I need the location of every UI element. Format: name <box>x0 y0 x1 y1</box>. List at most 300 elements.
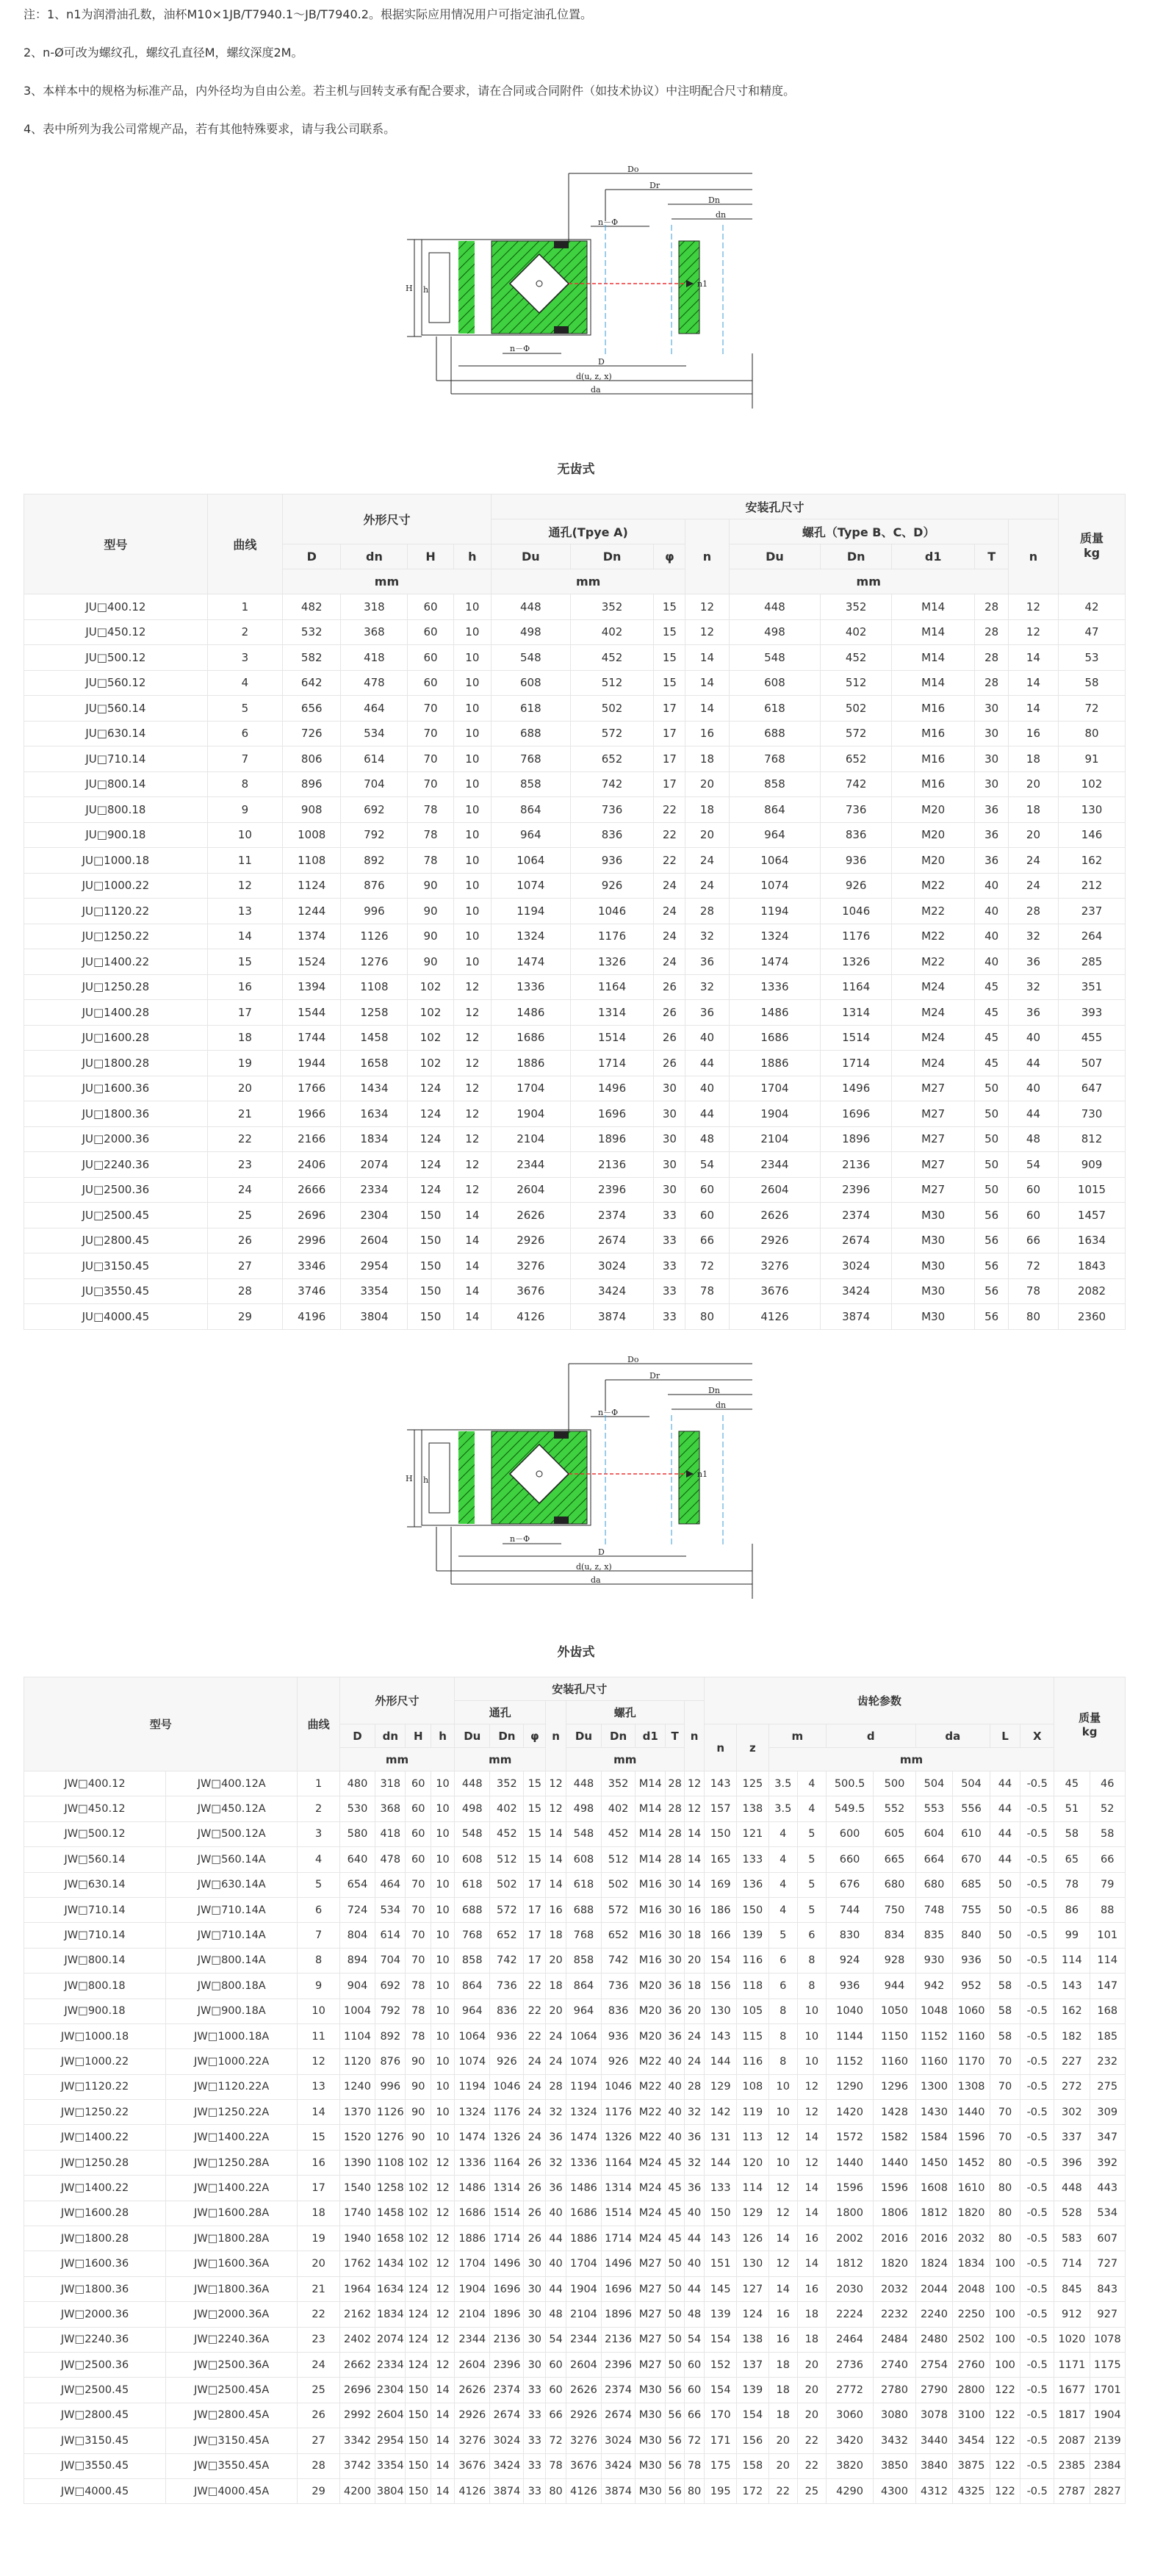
table-cell: 44 <box>990 1771 1020 1796</box>
table-cell: 836 <box>570 822 654 848</box>
th-Du-thread: Du <box>729 544 821 569</box>
table-cell: 70 <box>990 2100 1020 2125</box>
table-cell: 504 <box>953 1771 990 1796</box>
table-cell: 548 <box>566 1821 601 1846</box>
table-cell: 12 <box>453 1152 491 1178</box>
table-cell: 1440 <box>826 2150 873 2175</box>
table-cell: 175 <box>705 2453 737 2478</box>
table-cell: 18 <box>768 2403 797 2428</box>
table-cell: M30 <box>891 1253 975 1279</box>
table-cell: 44 <box>1008 1051 1058 1076</box>
table-cell: 2790 <box>915 2378 953 2403</box>
th2-mount-holes: 安装孔尺寸 <box>455 1677 705 1701</box>
table-cell: 1524 <box>283 949 341 975</box>
table-cell: 12 <box>431 2302 454 2327</box>
table-cell: 12 <box>797 2074 826 2099</box>
table-cell: 4 <box>797 1771 826 1796</box>
table-cell: 60 <box>685 1203 729 1228</box>
table-cell: 736 <box>490 1974 524 1998</box>
table-cell: 78 <box>406 1974 431 1998</box>
table-cell: 680 <box>915 1872 953 1897</box>
table-cell: 133 <box>737 1847 769 1872</box>
table-cell: -0.5 <box>1020 2226 1054 2251</box>
table-cell: 2787 <box>1054 2478 1090 2503</box>
table-cell: 12 <box>453 1000 491 1026</box>
table-cell: 80 <box>990 2226 1020 2251</box>
table-cell: 33 <box>524 2378 546 2403</box>
table-cell: 40 <box>546 2201 566 2226</box>
table-cell: 90 <box>408 873 453 899</box>
table-cell: 14 <box>768 2276 797 2301</box>
table-cell: 1074 <box>566 2049 601 2074</box>
table-cell: 150 <box>408 1253 453 1279</box>
table-cell: 50 <box>990 1948 1020 1973</box>
table-cell: 352 <box>570 594 654 620</box>
table-cell: 20 <box>797 2403 826 2428</box>
table-cell: 32 <box>1008 924 1058 949</box>
table-cell: JW□1000.18A <box>166 2023 298 2048</box>
table-cell: 28 <box>685 899 729 924</box>
table-cell: 124 <box>408 1126 453 1152</box>
table-cell: 2032 <box>953 2226 990 2251</box>
table-cell: 18 <box>207 1025 282 1051</box>
table-cell: -0.5 <box>1020 2125 1054 2150</box>
table-cell: 2344 <box>455 2327 490 2352</box>
table-cell: 1108 <box>341 974 408 1000</box>
th2-unit-outer: mm <box>339 1748 454 1771</box>
table-cell: 730 <box>1059 1101 1126 1127</box>
table-cell: 309 <box>1090 2100 1125 2125</box>
label2-D: D <box>598 1547 605 1557</box>
table-cell: JW□400.12A <box>166 1771 298 1796</box>
table-cell: 936 <box>490 2023 524 2048</box>
table-cell: 15 <box>524 1796 546 1821</box>
table-cell: JW□1600.28 <box>24 2201 166 2226</box>
table-cell: 32 <box>1008 974 1058 1000</box>
table-cell: -0.5 <box>1020 1771 1054 1796</box>
table-cell: M24 <box>891 1025 975 1051</box>
table-cell: M24 <box>636 2226 666 2251</box>
spec-table-no-gear-body <box>24 594 1126 1330</box>
table-cell: 2396 <box>490 2352 524 2377</box>
table-row <box>24 1304 1126 1330</box>
table-cell: 532 <box>283 619 341 645</box>
table-cell: 53 <box>1059 645 1126 671</box>
table-cell: 3276 <box>729 1253 821 1279</box>
table-cell: 29 <box>298 2478 339 2503</box>
table-cell: 1164 <box>490 2150 524 2175</box>
table-cell: 44 <box>990 1821 1020 1846</box>
table-cell: 124 <box>408 1152 453 1178</box>
table-cell: 580 <box>339 1821 375 1846</box>
table-cell: JU□2500.45 <box>24 1203 208 1228</box>
label2-dn: dn <box>716 1400 727 1410</box>
table-cell: 3424 <box>490 2453 524 2478</box>
table-cell: 6 <box>797 1923 826 1948</box>
table-cell: 936 <box>826 1974 873 1998</box>
table-cell: 40 <box>975 899 1008 924</box>
table-cell: 3424 <box>821 1278 892 1304</box>
table-cell: 3804 <box>341 1304 408 1330</box>
table-cell: 534 <box>375 1897 406 1922</box>
table-cell: 2396 <box>821 1177 892 1203</box>
table-cell: 10 <box>207 822 282 848</box>
table-cell: 1904 <box>491 1101 570 1127</box>
table-cell: 1374 <box>283 924 341 949</box>
th-D: D <box>283 544 341 569</box>
spec-table-no-gear <box>24 494 1126 1330</box>
table-cell: 15 <box>524 1771 546 1796</box>
table-cell: 66 <box>1008 1228 1058 1253</box>
table-cell: 608 <box>455 1847 490 1872</box>
table-cell: M30 <box>636 2403 666 2428</box>
table-cell: 2926 <box>491 1228 570 1253</box>
table-cell: 402 <box>490 1796 524 1821</box>
table-cell: 54 <box>684 2327 705 2352</box>
table-cell: 10 <box>453 771 491 797</box>
table-cell: 548 <box>491 645 570 671</box>
table-cell: 22 <box>524 2023 546 2048</box>
table-cell: 504 <box>915 1771 953 1796</box>
table-cell: 1904 <box>729 1101 821 1127</box>
th2-mass <box>1054 1677 1126 1771</box>
table-cell: 102 <box>1059 771 1126 797</box>
table-cell: 25 <box>797 2478 826 2503</box>
table-cell: 88 <box>1090 1897 1125 1922</box>
table-cell: M30 <box>891 1304 975 1330</box>
table-cell: 2 <box>298 1796 339 1821</box>
table-cell: 1040 <box>826 1998 873 2023</box>
note-4: 4、表中所列为我公司常规产品，若有其他特殊要求，请与我公司联系。 <box>24 122 396 136</box>
table-cell: M22 <box>891 924 975 949</box>
table-cell: 32 <box>546 2150 566 2175</box>
table-cell: 1144 <box>826 2023 873 2048</box>
table-cell: 2032 <box>874 2276 915 2301</box>
table-cell: JU□560.14 <box>24 696 208 722</box>
table-cell: 742 <box>821 771 892 797</box>
table-cell: 10 <box>797 2049 826 2074</box>
table-cell: 150 <box>408 1203 453 1228</box>
table-cell: 926 <box>490 2049 524 2074</box>
table-cell: 152 <box>705 2352 737 2377</box>
table-cell: 2374 <box>570 1203 654 1228</box>
table-cell: 23 <box>207 1152 282 1178</box>
table-cell: 4196 <box>283 1304 341 1330</box>
table-cell: JU□400.12 <box>24 594 208 620</box>
table-cell: 1582 <box>874 2125 915 2150</box>
table-cell: 3875 <box>953 2453 990 2478</box>
table-cell: 10 <box>298 1998 339 2023</box>
table-cell: 3420 <box>826 2428 873 2453</box>
table-cell: 368 <box>341 619 408 645</box>
table-cell: 28 <box>684 2074 705 2099</box>
table-cell: 102 <box>408 1000 453 1026</box>
table-cell: 1486 <box>491 1000 570 1026</box>
table-cell: 78 <box>1008 1278 1058 1304</box>
table-cell: 78 <box>684 2453 705 2478</box>
table-cell: 24 <box>546 2023 566 2048</box>
table-cell: 20 <box>546 1948 566 1973</box>
table-cell: 1060 <box>953 1998 990 2023</box>
table-cell: 2464 <box>826 2327 873 2352</box>
th-unit-thread: mm <box>729 569 1008 594</box>
table-cell: M30 <box>891 1203 975 1228</box>
table-cell: 500.5 <box>826 1771 873 1796</box>
table-cell: JW□4000.45 <box>24 2478 166 2503</box>
table-cell: 1886 <box>455 2226 490 2251</box>
table-cell: 15 <box>654 670 685 696</box>
label-Do: Do <box>627 166 639 174</box>
table-cell: JU□1400.22 <box>24 949 208 975</box>
table-cell: 352 <box>490 1771 524 1796</box>
table-cell: 70 <box>990 2074 1020 2099</box>
table-cell: 2104 <box>455 2302 490 2327</box>
table-cell: 40 <box>975 949 1008 975</box>
table-row <box>24 1000 1126 1026</box>
table-cell: 58 <box>990 2023 1020 2048</box>
table-row <box>24 1076 1126 1101</box>
table-cell: 36 <box>546 2125 566 2150</box>
table-cell: 24 <box>685 848 729 874</box>
table-cell: M20 <box>891 797 975 823</box>
table-cell: 4 <box>768 1897 797 1922</box>
table-cell: 158 <box>737 2453 769 2478</box>
table-cell: 1474 <box>491 949 570 975</box>
table-cell: 90 <box>408 949 453 975</box>
table-cell: 20 <box>797 2352 826 2377</box>
table-cell: 2996 <box>283 1228 341 1253</box>
table-cell: 1686 <box>491 1025 570 1051</box>
table-cell: 964 <box>491 822 570 848</box>
table-cell: 24 <box>524 2125 546 2150</box>
table-cell: 1704 <box>491 1076 570 1101</box>
th-H: H <box>408 544 453 569</box>
table-cell: 44 <box>990 1847 1020 1872</box>
table-cell: 656 <box>283 696 341 722</box>
table-cell: 1514 <box>602 2201 636 2226</box>
table-cell: 2740 <box>874 2352 915 2377</box>
table-cell: JW□1120.22A <box>166 2074 298 2099</box>
table-cell: 1390 <box>339 2150 375 2175</box>
table-cell: 78 <box>408 848 453 874</box>
table-cell: 14 <box>431 2478 454 2503</box>
table-cell: 1696 <box>821 1101 892 1127</box>
table-cell: 66 <box>684 2403 705 2428</box>
table-cell: 1474 <box>729 949 821 975</box>
table-cell: 1886 <box>729 1051 821 1076</box>
table-cell: 26 <box>654 1051 685 1076</box>
table-cell: 70 <box>408 746 453 772</box>
table-cell: 72 <box>684 2428 705 2453</box>
table-cell: 1820 <box>874 2251 915 2276</box>
table-cell: 2304 <box>375 2378 406 2403</box>
table-cell: 2044 <box>915 2276 953 2301</box>
table-cell: 1164 <box>570 974 654 1000</box>
table-cell: 137 <box>737 2352 769 2377</box>
table-cell: 3874 <box>570 1304 654 1330</box>
table-cell: 100 <box>990 2276 1020 2301</box>
table-cell: 806 <box>283 746 341 772</box>
table-cell: 70 <box>406 1923 431 1948</box>
table-cell: 44 <box>684 2276 705 2301</box>
table-cell: 1886 <box>491 1051 570 1076</box>
table-cell: 2136 <box>602 2327 636 2352</box>
table-cell: 556 <box>953 1796 990 1821</box>
table-cell: 1486 <box>729 1000 821 1026</box>
table-cell: 1194 <box>491 899 570 924</box>
bearing-section-drawing-gear <box>385 1356 767 1628</box>
table-cell: 10 <box>431 1923 454 1948</box>
table-cell: 528 <box>1054 2201 1090 2226</box>
table-cell: 864 <box>491 797 570 823</box>
table-cell: 2666 <box>283 1177 341 1203</box>
table-cell: 936 <box>570 848 654 874</box>
table-cell: 56 <box>666 2428 684 2453</box>
table-cell: 52 <box>1090 1796 1125 1821</box>
table-cell: 124 <box>406 2327 431 2352</box>
table-cell: 17 <box>654 696 685 722</box>
table-cell: -0.5 <box>1020 2428 1054 2453</box>
table-cell: 688 <box>455 1897 490 1922</box>
table-cell: 58 <box>990 1974 1020 1998</box>
table-cell: 964 <box>729 822 821 848</box>
table-cell: 607 <box>1090 2226 1125 2251</box>
table-cell: 30 <box>975 696 1008 722</box>
th2-gear-z: z <box>737 1724 769 1771</box>
table-cell: 78 <box>406 1998 431 2023</box>
table-cell: 1486 <box>455 2176 490 2201</box>
table-cell: 2136 <box>570 1152 654 1178</box>
table-cell: 10 <box>431 1872 454 1897</box>
table-cell: 154 <box>737 2403 769 2428</box>
table-cell: 3840 <box>915 2453 953 2478</box>
table-cell: 352 <box>821 594 892 620</box>
table-cell: M22 <box>636 2049 666 2074</box>
table-cell: 3676 <box>566 2453 601 2478</box>
table-cell: 2926 <box>729 1228 821 1253</box>
table-cell: 1696 <box>602 2276 636 2301</box>
table-cell: 24 <box>1008 873 1058 899</box>
table-cell: 647 <box>1059 1076 1126 1101</box>
table-cell: 119 <box>737 2100 769 2125</box>
table-cell: 924 <box>826 1948 873 1973</box>
label-d: d(u, z, x) <box>576 372 612 381</box>
table-cell: 768 <box>455 1923 490 1948</box>
th2-gear-n: n <box>705 1724 737 1771</box>
table-cell: 876 <box>341 873 408 899</box>
table-cell: 455 <box>1059 1025 1126 1051</box>
table-cell: 2484 <box>874 2327 915 2352</box>
table-cell: 14 <box>546 1872 566 1897</box>
table-cell: 16 <box>768 2327 797 2352</box>
table-cell: M16 <box>636 1948 666 1973</box>
table-cell: JU□3150.45 <box>24 1253 208 1279</box>
table-cell: 2626 <box>491 1203 570 1228</box>
table-cell: 22 <box>768 2478 797 2503</box>
table-row <box>24 1025 1126 1051</box>
table-cell: 30 <box>666 1897 684 1922</box>
table-cell: 29 <box>207 1304 282 1330</box>
table-cell: JW□400.12 <box>24 1771 166 1796</box>
table-cell: 156 <box>737 2428 769 2453</box>
table-cell: 56 <box>975 1278 1008 1304</box>
table-cell: 133 <box>705 2176 737 2201</box>
table-cell: 4126 <box>491 1304 570 1330</box>
table-cell: 1296 <box>874 2074 915 2099</box>
table-cell: 996 <box>341 899 408 924</box>
label2-Dn: Dn <box>708 1386 720 1395</box>
table-cell: JW□2000.36A <box>166 2302 298 2327</box>
table-cell: 704 <box>341 771 408 797</box>
table-cell: JU□2500.36 <box>24 1177 208 1203</box>
table-cell: 30 <box>654 1177 685 1203</box>
table-cell: 12 <box>797 2150 826 2175</box>
table-cell: 2087 <box>1054 2428 1090 2453</box>
table-cell: 105 <box>737 1998 769 2023</box>
table-cell: 14 <box>1008 696 1058 722</box>
table-cell: 33 <box>524 2478 546 2503</box>
table-cell: 2002 <box>826 2226 873 2251</box>
table-cell: 130 <box>705 1998 737 2023</box>
table-cell: JU□4000.45 <box>24 1304 208 1330</box>
table-cell: 45 <box>666 2226 684 2251</box>
table-cell: 548 <box>729 645 821 671</box>
table-cell: M24 <box>636 2150 666 2175</box>
table-cell: 30 <box>666 1948 684 1973</box>
table-cell: 48 <box>684 2302 705 2327</box>
table-cell: 80 <box>990 2150 1020 2175</box>
table-cell: 964 <box>566 1998 601 2023</box>
table-cell: JW□2500.36A <box>166 2352 298 2377</box>
table-cell: M14 <box>636 1821 666 1846</box>
table-cell: 3.5 <box>768 1771 797 1796</box>
table-cell: 604 <box>915 1821 953 1846</box>
table-cell: 25 <box>207 1203 282 1228</box>
table-cell: 122 <box>990 2453 1020 2478</box>
table-cell: 32 <box>685 924 729 949</box>
table-cell: 100 <box>990 2251 1020 2276</box>
table-row <box>24 974 1126 1000</box>
table-cell: 572 <box>602 1897 636 1922</box>
table-cell: 56 <box>666 2403 684 2428</box>
table-cell: 56 <box>975 1228 1008 1253</box>
table-cell: 352 <box>602 1771 636 1796</box>
table-cell: 44 <box>685 1051 729 1076</box>
table-cell: 3454 <box>953 2428 990 2453</box>
table-cell: 24 <box>1008 848 1058 874</box>
table-cell: 16 <box>797 2276 826 2301</box>
table-cell: 1078 <box>1090 2327 1125 2352</box>
table-cell: 1896 <box>490 2302 524 2327</box>
table-cell: 30 <box>975 721 1008 746</box>
table-cell: 2136 <box>821 1152 892 1178</box>
table-cell: JU□800.18 <box>24 797 208 823</box>
th2-gear: 齿轮参数 <box>705 1677 1054 1724</box>
table-cell: 2480 <box>915 2327 953 2352</box>
table-cell: 1610 <box>953 2176 990 2201</box>
th2-model: 型号 <box>24 1677 298 1771</box>
table-cell: -0.5 <box>1020 1998 1054 2023</box>
table-cell: 150 <box>737 1897 769 1922</box>
table-cell: 6 <box>298 1897 339 1922</box>
table-cell: 10 <box>431 1948 454 1973</box>
table-cell: 1046 <box>490 2074 524 2099</box>
table-cell: 1314 <box>490 2176 524 2201</box>
table-cell: 704 <box>375 1948 406 1973</box>
table-cell: JW□800.18A <box>166 1974 298 1998</box>
table-cell: 10 <box>453 619 491 645</box>
table-cell: 1336 <box>491 974 570 1000</box>
